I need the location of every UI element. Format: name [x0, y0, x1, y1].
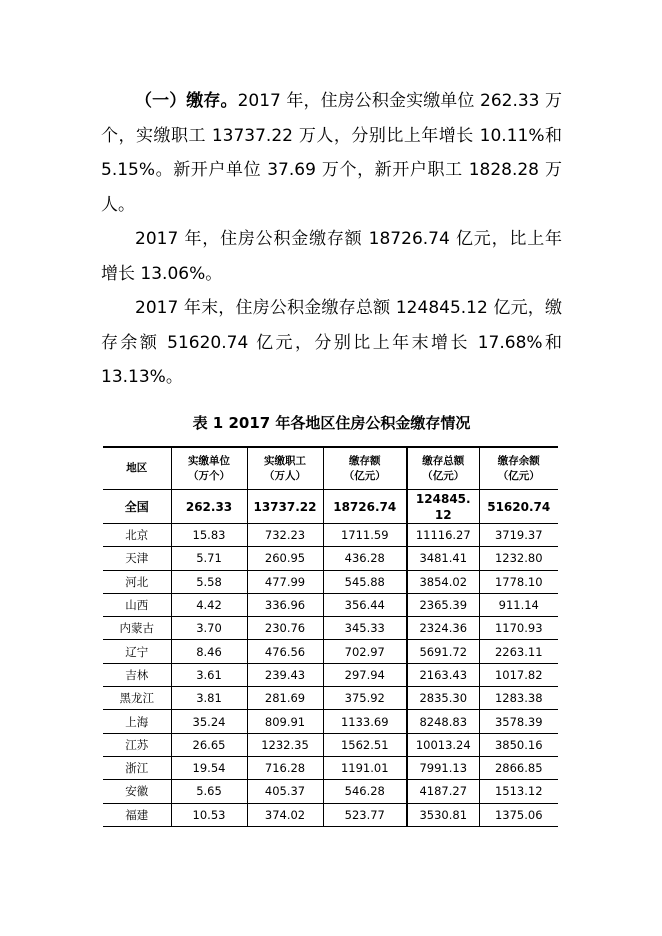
cell-workers: 716.28	[247, 756, 323, 779]
cell-units: 10.53	[171, 803, 247, 826]
cell-workers: 336.96	[247, 593, 323, 616]
cell-balance: 1017.82	[479, 663, 558, 686]
cell-total: 2365.39	[407, 593, 479, 616]
cell-workers: 13737.22	[247, 490, 323, 524]
cell-units: 3.61	[171, 663, 247, 686]
table-header-row	[103, 447, 558, 490]
cell-balance: 51620.74	[479, 490, 558, 524]
cell-amount: 18726.74	[323, 490, 407, 524]
cell-region: 辽宁	[103, 640, 171, 663]
cell-workers: 374.02	[247, 803, 323, 826]
cell-units: 262.33	[171, 490, 247, 524]
cell-balance: 3719.37	[479, 524, 558, 547]
paragraph-deposit-amount: 2017 年，住房公积金缴存额 18726.74 亿元，比上年增长 13.06%。	[101, 229, 562, 284]
cell-workers: 281.69	[247, 687, 323, 710]
table-row-national-total	[103, 490, 558, 524]
cell-total: 5691.72	[407, 640, 479, 663]
cell-units: 5.65	[171, 780, 247, 803]
cell-amount: 356.44	[323, 593, 407, 616]
cell-balance: 2263.11	[479, 640, 558, 663]
cell-workers: 476.56	[247, 640, 323, 663]
cell-region: 黑龙江	[103, 687, 171, 710]
cell-region: 安徽	[103, 780, 171, 803]
cell-amount: 702.97	[323, 640, 407, 663]
table-row	[103, 663, 558, 686]
table-row	[103, 780, 558, 803]
cell-units: 35.24	[171, 710, 247, 733]
cell-region: 山西	[103, 593, 171, 616]
cell-region: 吉林	[103, 663, 171, 686]
cell-units: 19.54	[171, 756, 247, 779]
cell-balance: 1375.06	[479, 803, 558, 826]
cell-workers: 477.99	[247, 570, 323, 593]
table-caption: 表 1 2017 年各地区住房公积金缴存情况	[192, 414, 471, 432]
cell-units: 26.65	[171, 733, 247, 756]
cell-balance: 1283.38	[479, 687, 558, 710]
cell-total: 3530.81	[407, 803, 479, 826]
cell-amount: 436.28	[323, 547, 407, 570]
cell-balance: 1778.10	[479, 570, 558, 593]
cell-total: 124845. 12	[407, 490, 479, 524]
cell-amount: 375.92	[323, 687, 407, 710]
header-amount: 缴存额 （亿元）	[323, 447, 407, 490]
cell-workers: 260.95	[247, 547, 323, 570]
cell-region: 天津	[103, 547, 171, 570]
table-row	[103, 733, 558, 756]
table-row	[103, 710, 558, 733]
cell-amount: 345.33	[323, 617, 407, 640]
table-row	[103, 803, 558, 826]
header-units: 实缴单位 （万个）	[171, 447, 247, 490]
cell-total: 2835.30	[407, 687, 479, 710]
paragraph-deposit-summary-body: 2017 年，住房公积金实缴单位 262.33 万个，实缴职工 13737.22 万人，分别比上年增长 10.11%和 5.15%。新开户单位 37.69 万个，新开户职工 1828.28 万人。	[101, 91, 562, 215]
cell-region: 河北	[103, 570, 171, 593]
cell-total: 10013.24	[407, 733, 479, 756]
cell-amount: 545.88	[323, 570, 407, 593]
cell-total: 7991.13	[407, 756, 479, 779]
cell-balance: 3850.16	[479, 733, 558, 756]
cell-workers: 1232.35	[247, 733, 323, 756]
paragraph-deposit-summary	[101, 84, 562, 222]
table-row	[103, 547, 558, 570]
cell-balance: 1232.80	[479, 547, 558, 570]
cell-region: 江苏	[103, 733, 171, 756]
cell-workers: 732.23	[247, 524, 323, 547]
cell-balance: 2866.85	[479, 756, 558, 779]
cell-workers: 239.43	[247, 663, 323, 686]
cell-region: 内蒙古	[103, 617, 171, 640]
cell-region: 全国	[103, 490, 171, 524]
cell-units: 3.70	[171, 617, 247, 640]
cell-amount: 1562.51	[323, 733, 407, 756]
cell-amount: 1191.01	[323, 756, 407, 779]
cell-units: 3.81	[171, 687, 247, 710]
cell-total: 11116.27	[407, 524, 479, 547]
cell-total: 4187.27	[407, 780, 479, 803]
cell-units: 4.42	[171, 593, 247, 616]
cell-workers: 405.37	[247, 780, 323, 803]
table-row	[103, 687, 558, 710]
cell-amount: 1133.69	[323, 710, 407, 733]
cell-units: 5.58	[171, 570, 247, 593]
cell-total: 3481.41	[407, 547, 479, 570]
section-heading: （一）缴存。	[135, 91, 238, 111]
table-row	[103, 640, 558, 663]
header-balance: 缴存余额 （亿元）	[479, 447, 558, 490]
header-region: 地区	[103, 447, 171, 490]
cell-units: 8.46	[171, 640, 247, 663]
cell-amount: 546.28	[323, 780, 407, 803]
cell-balance: 3578.39	[479, 710, 558, 733]
header-workers: 实缴职工 （万人）	[247, 447, 323, 490]
cell-balance: 1170.93	[479, 617, 558, 640]
body-text	[101, 84, 562, 395]
header-total: 缴存总额 （亿元）	[407, 447, 479, 490]
cell-total: 2163.43	[407, 663, 479, 686]
cell-total: 2324.36	[407, 617, 479, 640]
table-row	[103, 570, 558, 593]
cell-balance: 1513.12	[479, 780, 558, 803]
cell-total: 8248.83	[407, 710, 479, 733]
table-row	[103, 593, 558, 616]
cell-amount: 523.77	[323, 803, 407, 826]
cell-total: 3854.02	[407, 570, 479, 593]
deposit-table	[103, 446, 558, 827]
cell-amount: 297.94	[323, 663, 407, 686]
cell-region: 浙江	[103, 756, 171, 779]
cell-workers: 230.76	[247, 617, 323, 640]
paragraph-deposit-balance: 2017 年末，住房公积金缴存总额 124845.12 亿元，缴存余额 51620.74 亿元，分别比上年末增长 17.68%和 13.13%。	[101, 298, 562, 387]
cell-amount: 1711.59	[323, 524, 407, 547]
cell-units: 5.71	[171, 547, 247, 570]
cell-workers: 809.91	[247, 710, 323, 733]
cell-region: 福建	[103, 803, 171, 826]
table-row	[103, 756, 558, 779]
cell-region: 北京	[103, 524, 171, 547]
table-row	[103, 524, 558, 547]
table-row	[103, 617, 558, 640]
cell-units: 15.83	[171, 524, 247, 547]
cell-region: 上海	[103, 710, 171, 733]
cell-balance: 911.14	[479, 593, 558, 616]
